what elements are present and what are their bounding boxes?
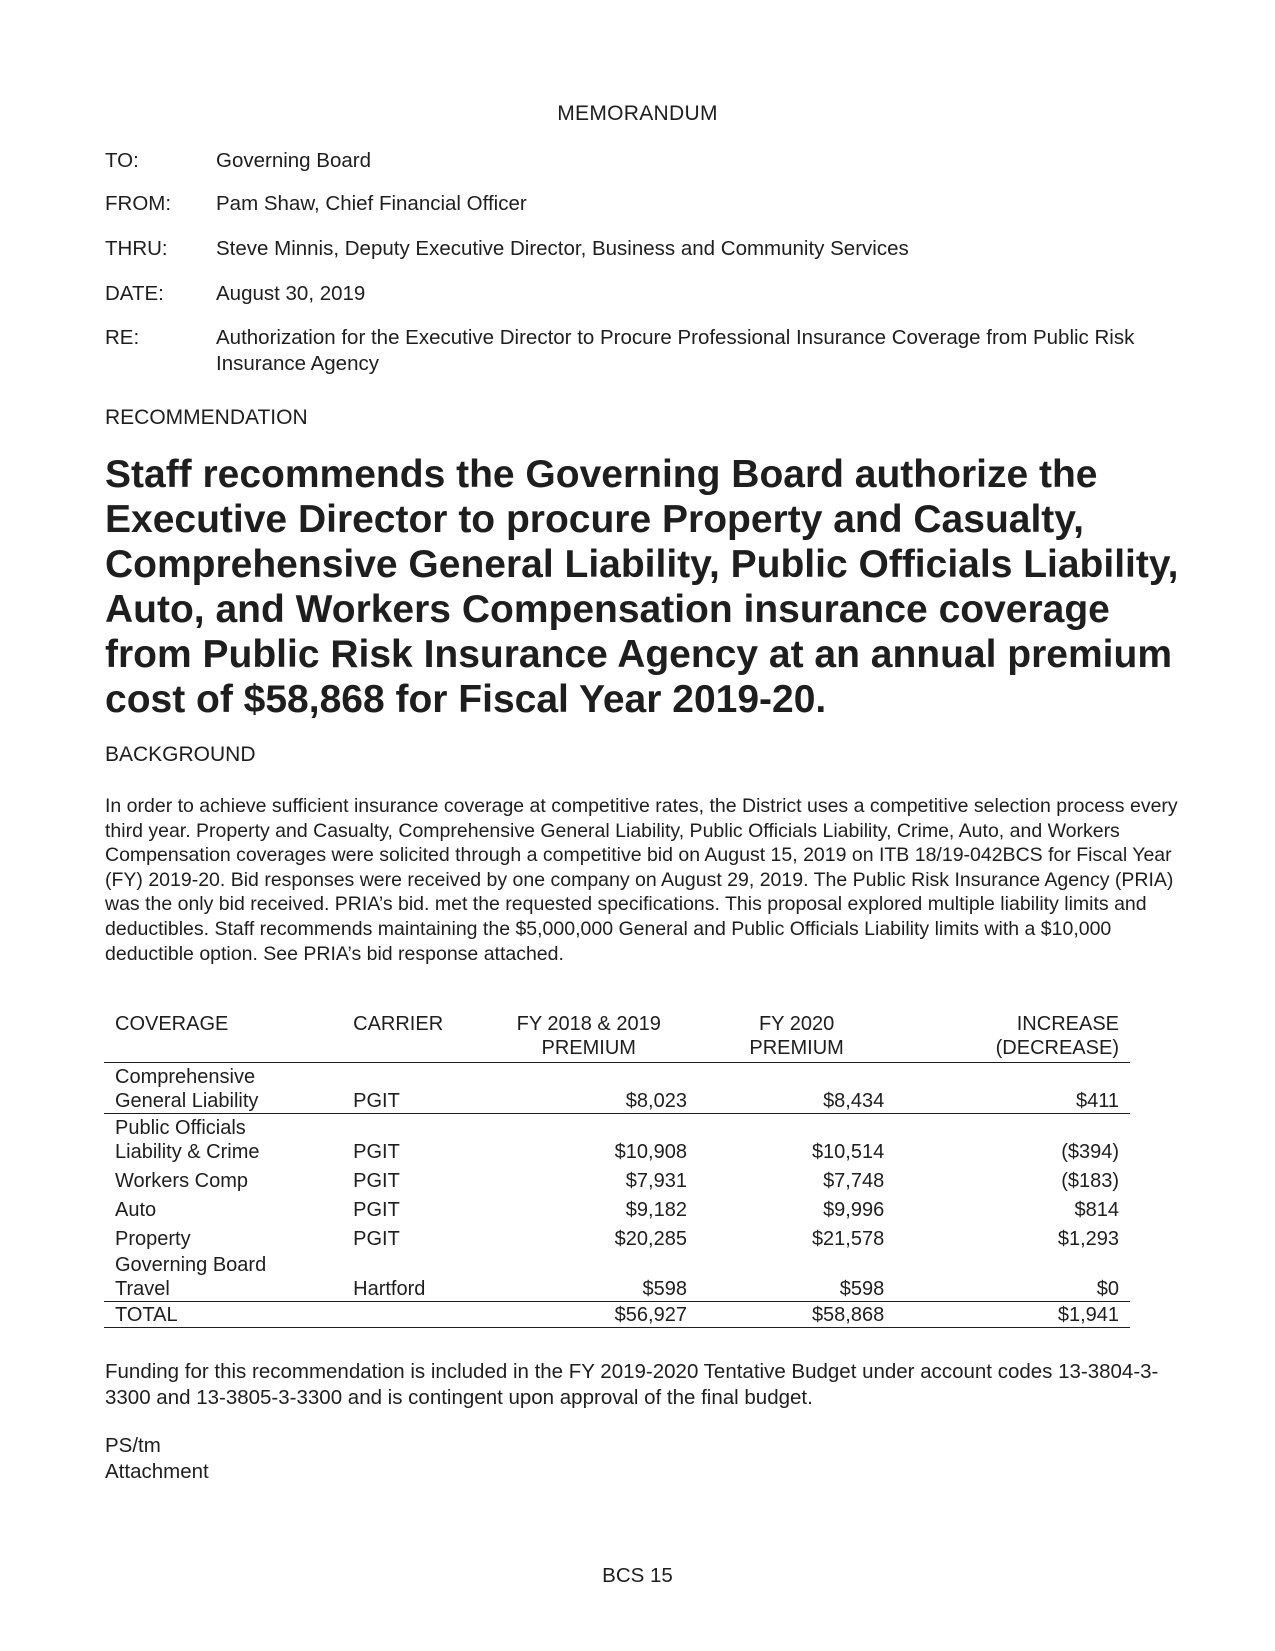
background-heading: BACKGROUND (105, 743, 256, 766)
table-row (104, 1222, 1130, 1251)
carrier-cell: PGIT (342, 1063, 479, 1114)
memo-date-value: August 30, 2019 (216, 282, 366, 305)
total-fy2018-cell: $56,927 (480, 1302, 698, 1328)
recommendation-heading: RECOMMENDATION (105, 406, 308, 429)
background-text: In order to achieve sufficient insurance coverage at competitive rates, the District uses a competitive selection process every third year. Property and Casualty, Comprehensive General Liability, Public Officials Liability, Crime, Auto, and Workers Compensation coverages were solicited through a competitive bid on August 15, 2019 on ITB 18/19-042BCS for Fiscal Year (FY) 2019-20. Bid responses were received by one company on August 29, 2019. The Public Risk Insurance Agency (PRIA) was the only bid received. PRIA’s bid. met the requested specifications. This proposal explored multiple liability limits and deductibles. Staff recommends maintaining the $5,000,000 General and Public Officials Liability limits with a $10,000 deductible option. See PRIA’s bid response attached. (105, 795, 1178, 965)
total-fy2020-cell: $58,868 (698, 1302, 895, 1328)
table-row (104, 1193, 1130, 1222)
table-row (104, 1164, 1130, 1193)
fy2020-cell: $9,996 (823, 1199, 885, 1221)
table-row (104, 1063, 1130, 1114)
increase-cell: ($394) (1061, 1141, 1119, 1163)
carrier-cell: PGIT (353, 1228, 400, 1250)
recommendation-text: Staff recommends the Governing Board authorize the Executive Director to procure Property and Casualty, Comprehensive General Liability, Public Officials Liability, Auto, and Workers Compensation insurance coverage from Public Risk Insurance Agency at an annual premium cost of $58,868 for Fiscal Year 2019-20. (105, 453, 1179, 721)
premium-table (104, 1012, 1130, 1328)
fy2018-cell: $9,182 (625, 1199, 687, 1221)
fy2018-cell: $10,908 (614, 1141, 687, 1163)
page-number: BCS 15 (602, 1564, 673, 1587)
header-carrier: CARRIER (353, 1013, 444, 1035)
closing-block (105, 1433, 209, 1485)
memo-re-label: RE: (105, 326, 140, 349)
increase-cell: $0 (895, 1251, 1130, 1302)
increase-cell: $1,293 (1057, 1228, 1119, 1250)
coverage-cell: Auto (115, 1199, 157, 1221)
table-header-row (104, 1012, 1130, 1063)
memo-thru-label: THRU: (105, 237, 168, 260)
coverage-cell: Property (115, 1228, 191, 1250)
table-total-row (104, 1302, 1130, 1328)
header-increase: INCREASE (DECREASE) (995, 1013, 1119, 1059)
memo-title: MEMORANDUM (557, 102, 718, 125)
memo-re-value: Authorization for the Executive Director to Procure Professional Insurance Coverage from Public Risk Insurance Agency (216, 326, 1135, 375)
fy2020-cell: $21,578 (811, 1228, 885, 1250)
total-carrier-cell (342, 1302, 479, 1328)
coverage-cell: Governing Board Travel (104, 1251, 342, 1302)
memo-thru-value: Steve Minnis, Deputy Executive Director, Business and Community Services (216, 237, 909, 260)
coverage-cell: Public Officials Liability & Crime (115, 1117, 260, 1163)
increase-cell: ($183) (1061, 1170, 1119, 1192)
carrier-cell: Hartford (342, 1251, 479, 1302)
memo-to-label: TO: (105, 149, 139, 172)
coverage-cell: Workers Comp (115, 1170, 248, 1192)
carrier-cell: PGIT (353, 1170, 400, 1192)
fy2018-cell: $8,023 (480, 1063, 698, 1114)
fy2018-cell: $598 (480, 1251, 698, 1302)
total-label-cell: TOTAL (104, 1302, 342, 1328)
fy2020-cell: $8,434 (698, 1063, 895, 1114)
fy2018-cell: $7,931 (625, 1170, 687, 1192)
memo-to-value: Governing Board (216, 149, 371, 172)
carrier-cell: PGIT (353, 1199, 400, 1221)
memo-from-label: FROM: (105, 192, 172, 215)
author-initials: PS/tm (105, 1434, 161, 1457)
increase-cell: $814 (1074, 1199, 1119, 1221)
memo-date-label: DATE: (105, 282, 164, 305)
total-increase-cell: $1,941 (895, 1302, 1130, 1328)
table-row (104, 1114, 1130, 1165)
funding-text: Funding for this recommendation is included in the FY 2019-2020 Tentative Budget under account codes 13-3804-3-3300 and 13-3805-3-3300 and is contingent upon approval of the final budget. (105, 1360, 1159, 1409)
header-fy2018-premium: FY 2018 & 2019 PREMIUM (516, 1013, 661, 1059)
header-coverage: COVERAGE (115, 1013, 229, 1035)
fy2020-cell: $10,514 (811, 1141, 885, 1163)
fy2020-cell: $598 (698, 1251, 895, 1302)
header-fy2020-premium: FY 2020 PREMIUM (749, 1013, 844, 1059)
memo-from-value: Pam Shaw, Chief Financial Officer (216, 192, 527, 215)
coverage-cell: Comprehensive General Liability (104, 1063, 342, 1114)
fy2018-cell: $20,285 (614, 1228, 687, 1250)
carrier-cell: PGIT (353, 1141, 400, 1163)
fy2020-cell: $7,748 (823, 1170, 885, 1192)
table-row (104, 1251, 1130, 1302)
attachment-note: Attachment (105, 1460, 209, 1483)
increase-cell: $411 (895, 1063, 1130, 1114)
